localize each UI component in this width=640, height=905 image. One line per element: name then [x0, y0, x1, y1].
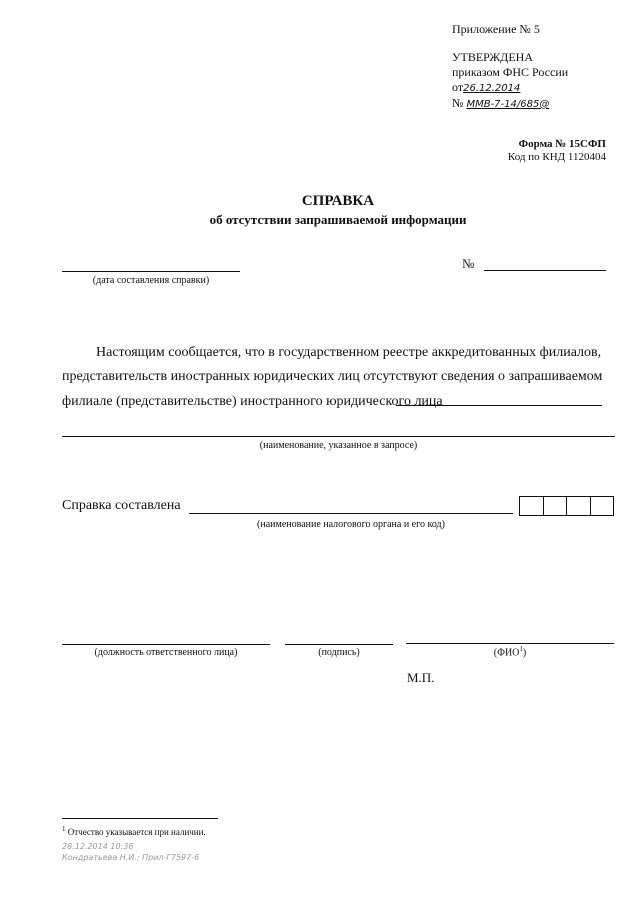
position-line[interactable]: [62, 644, 270, 645]
code-cell[interactable]: [544, 497, 568, 515]
tax-authority-code-cells[interactable]: [519, 496, 614, 516]
order-date: [452, 80, 568, 96]
tax-authority-line[interactable]: [189, 513, 513, 514]
approval-block: [452, 50, 568, 112]
order-label: приказом ФНС России: [452, 65, 569, 79]
fio-caption-text: (ФИО: [493, 647, 520, 659]
body-line-3: филиале (представительстве) иностранного юридического лица: [62, 394, 443, 409]
certificate-number-label: №: [462, 256, 475, 271]
footnote-text: Отчество указывается при наличии.: [67, 827, 206, 837]
signature-line[interactable]: [285, 644, 393, 645]
appendix-label: Приложение № 5: [452, 22, 540, 36]
body-line-1: Настоящим сообщается, что в государственном реестре аккредитованных филиалов,: [96, 345, 602, 360]
entity-name-line-2[interactable]: [62, 436, 615, 437]
code-cell[interactable]: [591, 497, 614, 515]
compiled-by-label: Справка составлена: [62, 498, 181, 513]
entity-name-line-1[interactable]: [396, 405, 602, 406]
code-cell[interactable]: [567, 497, 591, 515]
order-number: [452, 96, 568, 112]
entity-name-caption: (наименование, указанное в запросе): [259, 440, 418, 451]
fio-line[interactable]: [406, 643, 614, 644]
code-cell[interactable]: [520, 497, 544, 515]
knd-code: Код по КНД 1120404: [507, 151, 606, 163]
signature-caption: (подпись): [318, 647, 360, 658]
print-stamp-user: Кондратьева Н.И.; Прил-Г7597-6: [62, 853, 200, 862]
handwritten-number: ММВ-7-14/685@: [466, 99, 550, 110]
approved-label: УТВЕРЖДЕНА: [452, 50, 534, 64]
print-stamp-datetime: 28.12.2014 10:36: [62, 842, 134, 851]
footnote-marker: 1: [62, 825, 66, 833]
handwritten-date: 26.12.2014: [463, 83, 521, 94]
fio-footnote-marker: 1: [519, 645, 523, 653]
number-prefix: №: [452, 96, 464, 110]
footnote-separator: [62, 818, 218, 819]
body-line-2: представительств иностранных юридических лиц отсутствуют сведения о запрашиваемом: [62, 369, 603, 384]
date-prefix: от: [452, 80, 464, 94]
certificate-number-line[interactable]: [484, 270, 606, 271]
footnote: [62, 825, 206, 837]
seal-placeholder: М.П.: [407, 670, 435, 685]
document-subtitle: об отсутствии запрашиваемой информации: [209, 212, 467, 227]
tax-authority-caption: (наименование налогового органа и его код): [257, 519, 445, 530]
form-number: Форма № 15СФП: [518, 138, 606, 150]
document-title: СПРАВКА: [301, 193, 375, 209]
fio-caption: (ФИО$^1$): [493, 645, 527, 659]
date-field-line[interactable]: [62, 271, 240, 272]
position-caption: (должность ответственного лица): [94, 647, 238, 658]
date-caption: (дата составления справки): [92, 275, 210, 286]
